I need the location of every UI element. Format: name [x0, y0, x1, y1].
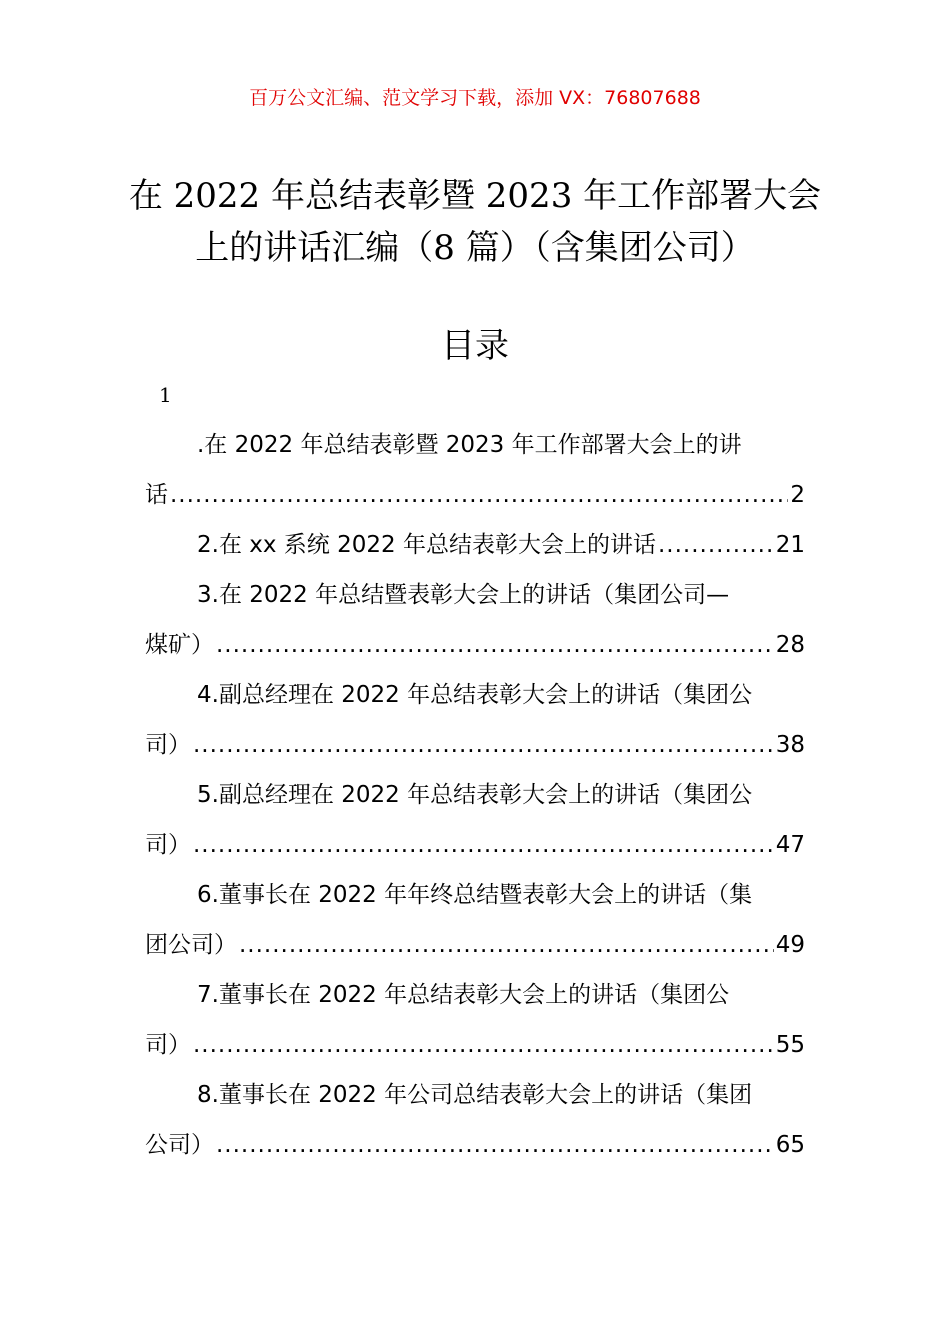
toc-entry-line: [145, 1020, 805, 1070]
toc-page-number: 55: [775, 1032, 805, 1058]
toc-entry-title-tail: 司）: [145, 732, 191, 758]
toc-page-number: 21: [775, 532, 805, 558]
toc-entry-title: .在 2022 年总结表彰暨 2023 年工作部署大会上的讲: [197, 432, 742, 458]
toc-page-number: 28: [775, 632, 805, 658]
toc-entry-2[interactable]: [145, 520, 805, 570]
toc-dot-leader: [170, 470, 788, 520]
toc-entry-title: 6.董事长在 2022 年年终总结暨表彰大会上的讲话（集: [197, 882, 753, 908]
toc-entry-title: 4.副总经理在 2022 年总结表彰大会上的讲话（集团公: [197, 682, 753, 708]
toc-entry-4[interactable]: [145, 670, 805, 770]
toc-entry-title-tail: 煤矿）: [145, 632, 214, 658]
toc-dot-leader: [658, 520, 774, 570]
document-title: 在 2022 年总结表彰暨 2023 年工作部署大会上的讲话汇编（8 篇）（含集团公司）: [128, 176, 822, 268]
toc-page-number: 47: [775, 832, 805, 858]
toc-entry-line: [145, 720, 805, 770]
toc-entry-title: 2.在 xx 系统 2022 年总结表彰大会上的讲话: [197, 532, 656, 558]
toc-dot-leader: [193, 720, 774, 770]
toc-entry-title-tail: 司）: [145, 832, 191, 858]
toc-dot-leader: [216, 1120, 774, 1170]
toc-page-number: 38: [775, 732, 805, 758]
toc-entry-title-tail: 团公司）: [145, 932, 237, 958]
toc-dot-leader: [193, 1020, 774, 1070]
toc-entry-title: 5.副总经理在 2022 年总结表彰大会上的讲话（集团公: [197, 782, 753, 808]
toc-dot-leader: [193, 820, 774, 870]
toc-entry-3[interactable]: [145, 570, 805, 670]
toc-page-number: 2: [790, 482, 805, 508]
toc-heading: 目录: [441, 326, 509, 366]
toc-entry-title: 7.董事长在 2022 年总结表彰大会上的讲话（集团公: [197, 982, 730, 1008]
toc-entry-7[interactable]: [145, 970, 805, 1070]
toc-entry-title-tail: 话: [145, 482, 168, 508]
toc-entry-title: 3.在 2022 年总结暨表彰大会上的讲话（集团公司—: [197, 582, 730, 608]
toc-entry-1[interactable]: [145, 420, 805, 520]
header-watermark-note: 百万公文汇编、范文学习下载，添加 VX：76807688: [249, 87, 701, 109]
toc-entry-line: [145, 620, 805, 670]
toc-entry-title-tail: 公司）: [145, 1132, 214, 1158]
toc-entry-line: [145, 920, 805, 970]
toc-entry-line: [145, 1120, 805, 1170]
toc-page-number: 65: [775, 1132, 805, 1158]
toc-entry-8[interactable]: [145, 1070, 805, 1170]
toc-dot-leader: [216, 620, 774, 670]
toc-entry-title: 8.董事长在 2022 年公司总结表彰大会上的讲话（集团: [197, 1082, 753, 1108]
toc-entry-title-tail: 司）: [145, 1032, 191, 1058]
toc-page-number: 49: [775, 932, 805, 958]
toc-entry-5[interactable]: [145, 770, 805, 870]
toc-entry-line: [145, 520, 805, 570]
toc-entry-6[interactable]: [145, 870, 805, 970]
toc-dot-leader: [239, 920, 774, 970]
page-marker: 1: [159, 383, 172, 407]
toc-entry-line: [145, 820, 805, 870]
table-of-contents: [145, 420, 805, 1170]
toc-entry-line: [145, 470, 805, 520]
